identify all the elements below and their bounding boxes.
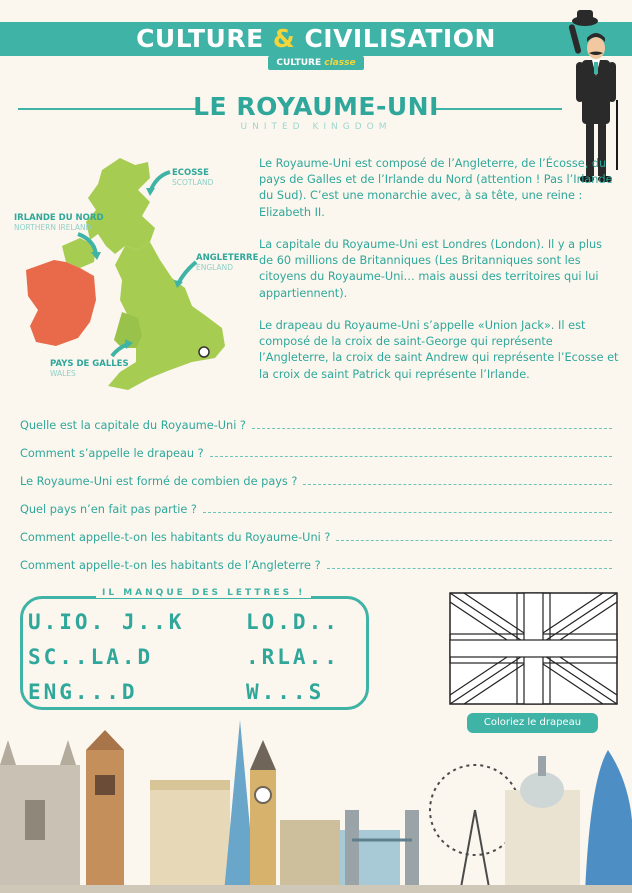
brand-logo bbox=[0, 58, 632, 68]
word-puzzle-5[interactable]: ENG...D bbox=[28, 680, 138, 704]
brand-culture: CULTURE bbox=[276, 58, 322, 68]
answer-line[interactable] bbox=[327, 568, 612, 569]
label-england-en: ENGLAND bbox=[196, 263, 234, 272]
question-text: Comment appelle-t-on les habitants de l’Angleterre ? bbox=[20, 559, 327, 572]
paragraph-composition: Le Royaume-Uni est composé de l’Angleterre, de l’Écosse, du pays de Galles et de l’Irlande du Nord (attention ! Pas l’Irlande du Sud). C’est une monarchie avec, à sa tête, une reine : Elizabeth II. bbox=[259, 157, 613, 219]
ireland-shape bbox=[26, 260, 96, 346]
word-puzzle-2[interactable]: LO.D.. bbox=[246, 610, 340, 634]
label-scotland-en: SCOTLAND bbox=[172, 178, 214, 187]
page-subtitle: UNITED KINGDOM bbox=[240, 122, 392, 132]
label-scotland-fr: ECOSSE bbox=[172, 168, 209, 178]
label-northern-ireland-en: NORTHERN IRELAND bbox=[14, 223, 92, 232]
color-flag-button[interactable]: Coloriez le drapeau bbox=[467, 713, 598, 733]
answer-line[interactable] bbox=[252, 428, 612, 429]
word-puzzle-4[interactable]: .RLA.. bbox=[246, 645, 340, 669]
missing-letters-title: IL MANQUE DES LETTRES ! bbox=[96, 588, 311, 598]
question-text: Comment appelle-t-on les habitants du Royaume-Uni ? bbox=[20, 531, 336, 544]
union-jack-outline[interactable] bbox=[449, 592, 618, 705]
label-wales-en: WALES bbox=[50, 369, 76, 378]
label-scotland bbox=[172, 168, 213, 188]
uk-map bbox=[10, 150, 250, 400]
question-england-inhabitants bbox=[20, 556, 612, 572]
question-country-count bbox=[20, 472, 612, 488]
question-flag-name bbox=[20, 444, 612, 460]
paragraph-capital: La capitale du Royaume-Uni est Londres (London). Il y a plus de 60 millions de Britanniques (Les Britanniques sont les citoyens du Royaume-Uni… mais aussi des territoires qui lui appartiennent). bbox=[259, 238, 603, 300]
word-puzzle-3[interactable]: SC..LA.D bbox=[28, 645, 154, 669]
label-england-fr: ANGLETERRE bbox=[196, 253, 259, 263]
header-title-civilisation: CIVILISATION bbox=[304, 24, 496, 53]
answer-line[interactable] bbox=[203, 512, 612, 513]
header-title-amp: & bbox=[272, 24, 296, 53]
word-puzzle-1[interactable]: U.IO. J..K bbox=[28, 610, 185, 634]
question-text: Comment s’appelle le drapeau ? bbox=[20, 447, 210, 460]
question-uk-inhabitants bbox=[20, 528, 612, 544]
label-northern-ireland-fr: IRLANDE DU NORD bbox=[14, 213, 104, 223]
question-not-included bbox=[20, 500, 612, 516]
question-capital bbox=[20, 416, 612, 432]
page-title: LE ROYAUME-UNI bbox=[193, 92, 439, 121]
scotland-shape bbox=[86, 158, 155, 254]
paragraph-flag: Le drapeau du Royaume-Uni s’appelle «Union Jack». Il est composé de la croix de saint-George qui représente l’Angleterre, la croix de saint Andrew qui représente l’Ecosse et la croix de saint Patrick qui représente l’Irlande. bbox=[259, 319, 619, 381]
header-title bbox=[0, 22, 632, 56]
label-wales-fr: PAYS DE GALLES bbox=[50, 359, 129, 369]
header-title-culture: CULTURE bbox=[136, 24, 264, 53]
answer-line[interactable] bbox=[336, 540, 612, 541]
london-skyline-illustration bbox=[0, 720, 632, 893]
london-marker bbox=[199, 347, 209, 357]
label-northern-ireland bbox=[14, 213, 104, 233]
brand-classe: classe bbox=[324, 58, 356, 68]
question-text: Quelle est la capitale du Royaume-Uni ? bbox=[20, 419, 252, 432]
answer-line[interactable] bbox=[303, 484, 612, 485]
label-england bbox=[196, 253, 258, 273]
label-wales bbox=[50, 359, 129, 379]
word-puzzle-6[interactable]: W...S bbox=[246, 680, 325, 704]
question-text: Quel pays n’en fait pas partie ? bbox=[20, 503, 203, 516]
answer-line[interactable] bbox=[210, 456, 612, 457]
question-text: Le Royaume-Uni est formé de combien de pays ? bbox=[20, 475, 303, 488]
